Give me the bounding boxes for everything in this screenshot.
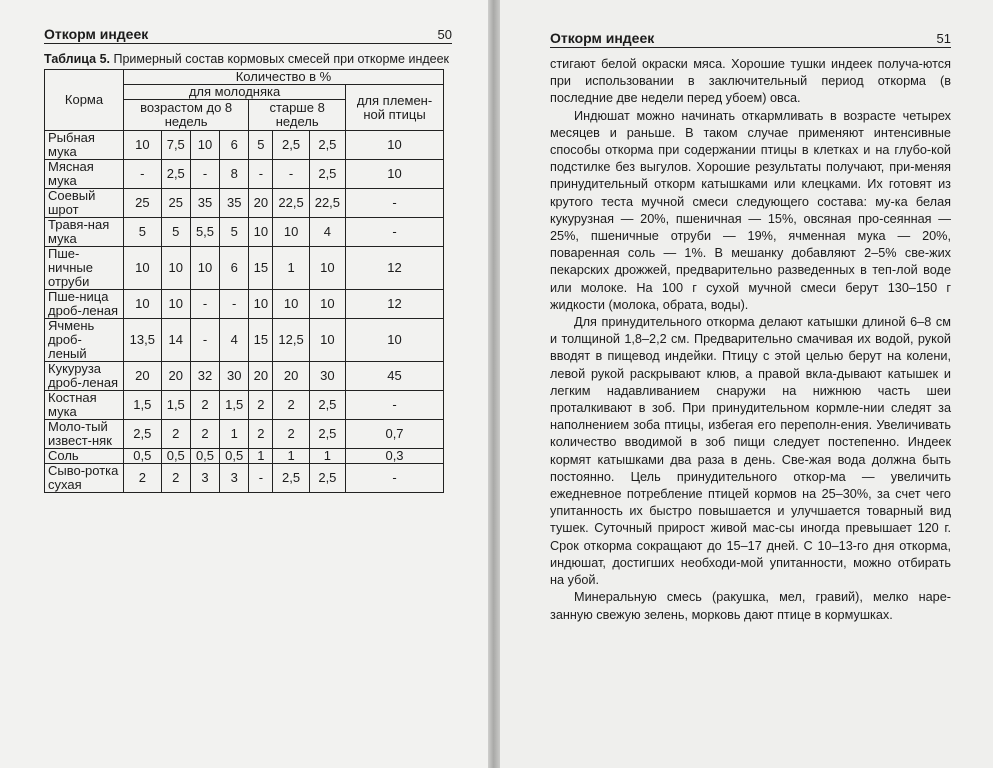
value-cell: 1,5 bbox=[220, 391, 249, 420]
value-cell: 45 bbox=[346, 362, 444, 391]
value-cell: 10 bbox=[190, 131, 219, 160]
feed-name-cell: Костная мука bbox=[45, 391, 124, 420]
table-caption-label: Таблица 5. bbox=[44, 52, 110, 66]
value-cell: 10 bbox=[309, 247, 345, 290]
value-cell: 25 bbox=[124, 189, 162, 218]
value-cell: 10 bbox=[346, 131, 444, 160]
value-cell: 12 bbox=[346, 247, 444, 290]
value-cell: - bbox=[249, 160, 273, 189]
value-cell: 35 bbox=[220, 189, 249, 218]
value-cell: 22,5 bbox=[309, 189, 345, 218]
value-cell: 20 bbox=[249, 362, 273, 391]
value-cell: 3 bbox=[220, 464, 249, 493]
value-cell: 35 bbox=[190, 189, 219, 218]
value-cell: 4 bbox=[309, 218, 345, 247]
value-cell: 2 bbox=[190, 420, 219, 449]
feed-name-cell: Моло-тый извест-няк bbox=[45, 420, 124, 449]
value-cell: 2,5 bbox=[309, 160, 345, 189]
value-cell: 10 bbox=[346, 319, 444, 362]
value-cell: 1 bbox=[273, 247, 309, 290]
value-cell: 13,5 bbox=[124, 319, 162, 362]
feed-name-cell: Пше-ница дроб-леная bbox=[45, 290, 124, 319]
value-cell: 5 bbox=[124, 218, 162, 247]
right-page bbox=[500, 0, 993, 768]
value-cell: 10 bbox=[124, 131, 162, 160]
value-cell: 0,5 bbox=[220, 449, 249, 464]
table-row bbox=[45, 464, 444, 493]
running-head-left bbox=[44, 26, 452, 44]
value-cell: 20 bbox=[161, 362, 190, 391]
page-number-right: 51 bbox=[936, 31, 951, 46]
value-cell: - bbox=[190, 290, 219, 319]
value-cell: 10 bbox=[273, 290, 309, 319]
value-cell: 20 bbox=[273, 362, 309, 391]
value-cell: 2 bbox=[161, 420, 190, 449]
value-cell: 8 bbox=[220, 160, 249, 189]
value-cell: 10 bbox=[249, 290, 273, 319]
value-cell: - bbox=[346, 391, 444, 420]
feed-name-cell: Пше-ничные отруби bbox=[45, 247, 124, 290]
value-cell: 2,5 bbox=[273, 464, 309, 493]
value-cell: 2,5 bbox=[124, 420, 162, 449]
value-cell: 20 bbox=[249, 189, 273, 218]
value-cell: 6 bbox=[220, 247, 249, 290]
value-cell: 10 bbox=[309, 290, 345, 319]
value-cell: 5 bbox=[220, 218, 249, 247]
table-row bbox=[45, 449, 444, 464]
value-cell: 2,5 bbox=[309, 131, 345, 160]
value-cell: 10 bbox=[249, 218, 273, 247]
value-cell: 1,5 bbox=[161, 391, 190, 420]
feed-name-cell: Мясная мука bbox=[45, 160, 124, 189]
value-cell: - bbox=[124, 160, 162, 189]
value-cell: 1 bbox=[220, 420, 249, 449]
col-header-young: для молодняка bbox=[124, 85, 346, 100]
value-cell: 5 bbox=[249, 131, 273, 160]
table-row bbox=[45, 189, 444, 218]
table-row bbox=[45, 131, 444, 160]
value-cell: - bbox=[190, 160, 219, 189]
value-cell: 32 bbox=[190, 362, 219, 391]
body-text bbox=[550, 56, 951, 624]
feed-name-cell: Соль bbox=[45, 449, 124, 464]
value-cell: 3 bbox=[190, 464, 219, 493]
table-row bbox=[45, 391, 444, 420]
table-row bbox=[45, 218, 444, 247]
value-cell: - bbox=[346, 218, 444, 247]
value-cell: 10 bbox=[346, 160, 444, 189]
header-title-right: Откорм индеек bbox=[550, 30, 655, 46]
value-cell: 7,5 bbox=[161, 131, 190, 160]
value-cell: 10 bbox=[124, 247, 162, 290]
col-header-breed: для племен-ной птицы bbox=[346, 85, 444, 131]
feed-mix-table bbox=[44, 69, 444, 493]
feed-name-cell: Травя-ная мука bbox=[45, 218, 124, 247]
value-cell: 4 bbox=[220, 319, 249, 362]
paragraph: Минеральную смесь (ракушка, мел, гравий), мелко наре-занную свежую зелень, морковь дают птице в кормушках. bbox=[550, 590, 951, 622]
feed-name-cell: Соевый шрот bbox=[45, 189, 124, 218]
table-row bbox=[45, 290, 444, 319]
value-cell: 2 bbox=[161, 464, 190, 493]
value-cell: 2,5 bbox=[309, 464, 345, 493]
value-cell: - bbox=[273, 160, 309, 189]
table-body bbox=[45, 131, 444, 493]
value-cell: - bbox=[190, 319, 219, 362]
value-cell: 0,5 bbox=[124, 449, 162, 464]
value-cell: 10 bbox=[124, 290, 162, 319]
paragraph: Для принудительного откорма делают катышки длиной 6–8 см и толщиной 1,8–2,2 см. Предварительно смачивая их водой, рукой вводят в пищевод индейки. Птицу с этой целью берут на колени, левой рукой раскрывают клюв, а правой вкла-дывают катышек и легким надавливанием снаружи на нижнюю часть шеи проталкивают в зоб. При принудительном кормле-нии следят за наполнением зоба птицы, избегая его переполн-ения. Увеличивать количество вводимой в зоб пищи следует постепенно. Индеек кормят катышками два раза в день. Све-жая вода должна быть постоянно. Цель принудительного откор-ма — увеличить ежедневное потребление птицей кормов на 25–30%, за счет чего упитанность их быстро повышается и улучшается товарный вид тушек. Суточный прирост живой мас-сы иногда превышает 120 г. Срок откорма сокращают до 15–17 дней. С 10–13-го дня откорма, индюшат, достигших необходи-мой упитанности, можно отбирать на убой. bbox=[550, 315, 951, 588]
value-cell: 14 bbox=[161, 319, 190, 362]
value-cell: 30 bbox=[309, 362, 345, 391]
feed-name-cell: Ячмень дроб-леный bbox=[45, 319, 124, 362]
feed-name-cell: Сыво-ротка сухая bbox=[45, 464, 124, 493]
left-page bbox=[0, 0, 490, 768]
value-cell: 20 bbox=[124, 362, 162, 391]
table-row bbox=[45, 420, 444, 449]
table-row bbox=[45, 319, 444, 362]
col-header-amount: Количество в % bbox=[124, 70, 444, 85]
value-cell: 22,5 bbox=[273, 189, 309, 218]
paragraph: стигают белой окраски мяса. Хорошие тушки индеек получа-ются при использовании в заключительный период откорма (в последние две недели перед убоем) овса. bbox=[550, 57, 951, 106]
value-cell: 10 bbox=[161, 247, 190, 290]
table-caption-text: Примерный состав кормовых смесей при откорме индеек bbox=[113, 52, 450, 66]
value-cell: 0,7 bbox=[346, 420, 444, 449]
table-row bbox=[45, 362, 444, 391]
value-cell: 2 bbox=[249, 391, 273, 420]
value-cell: 0,3 bbox=[346, 449, 444, 464]
value-cell: 1,5 bbox=[124, 391, 162, 420]
value-cell: - bbox=[249, 464, 273, 493]
value-cell: 10 bbox=[161, 290, 190, 319]
value-cell: 30 bbox=[220, 362, 249, 391]
value-cell: 2 bbox=[190, 391, 219, 420]
value-cell: 10 bbox=[309, 319, 345, 362]
value-cell: 15 bbox=[249, 247, 273, 290]
col-header-feed: Корма bbox=[45, 70, 124, 131]
value-cell: 2,5 bbox=[273, 131, 309, 160]
value-cell: 1 bbox=[309, 449, 345, 464]
value-cell: 2,5 bbox=[161, 160, 190, 189]
value-cell: 2,5 bbox=[309, 391, 345, 420]
value-cell: 0,5 bbox=[190, 449, 219, 464]
running-head-right bbox=[550, 30, 951, 48]
value-cell: 15 bbox=[249, 319, 273, 362]
table-row bbox=[45, 247, 444, 290]
value-cell: 0,5 bbox=[161, 449, 190, 464]
paragraph: Индюшат можно начинать откармливать в возрасте четырех месяцев и раньше. В таком случае применяют интенсивные способы откорма при содержании птицы в клетках и на глубо-кой подстилке без выгулов. Хорошие результаты получают, при-меняя принудительный откорм катышками или клецками. Их готовят из крутого теста мучной смеси следующего состава: му-ка белая кукурузная — 20%, пшеничная — 15%, овсяная про-сеянная — 25%, пшеничные отруби — 19%, ячменная мука — 20%, поваренная соль — 1%. В мешанку добавляют 2–5% све-жих пекарских дрожжей, предварительно разведенных в теп-лой воде или молоке. На 100 г сухой мучной смеси берут 130–150 г жидкости (молока, обрата, воды). bbox=[550, 108, 951, 312]
col-header-over8: старше 8 недель bbox=[249, 100, 346, 131]
col-header-under8: возрастом до 8 недель bbox=[124, 100, 249, 131]
value-cell: 2 bbox=[124, 464, 162, 493]
value-cell: 2 bbox=[273, 420, 309, 449]
table-row bbox=[45, 160, 444, 189]
value-cell: - bbox=[346, 189, 444, 218]
value-cell: 6 bbox=[220, 131, 249, 160]
value-cell: 2 bbox=[249, 420, 273, 449]
value-cell: 10 bbox=[190, 247, 219, 290]
value-cell: 2 bbox=[273, 391, 309, 420]
value-cell: 1 bbox=[273, 449, 309, 464]
value-cell: - bbox=[220, 290, 249, 319]
feed-name-cell: Кукуруза дроб-леная bbox=[45, 362, 124, 391]
value-cell: 25 bbox=[161, 189, 190, 218]
value-cell: 12 bbox=[346, 290, 444, 319]
page-number-left: 50 bbox=[437, 27, 452, 42]
header-title-left: Откорм индеек bbox=[44, 26, 149, 42]
table-caption bbox=[44, 52, 452, 67]
value-cell: 5,5 bbox=[190, 218, 219, 247]
value-cell: 10 bbox=[273, 218, 309, 247]
value-cell: 5 bbox=[161, 218, 190, 247]
value-cell: - bbox=[346, 464, 444, 493]
value-cell: 12,5 bbox=[273, 319, 309, 362]
feed-name-cell: Рыбная мука bbox=[45, 131, 124, 160]
value-cell: 2,5 bbox=[309, 420, 345, 449]
value-cell: 1 bbox=[249, 449, 273, 464]
